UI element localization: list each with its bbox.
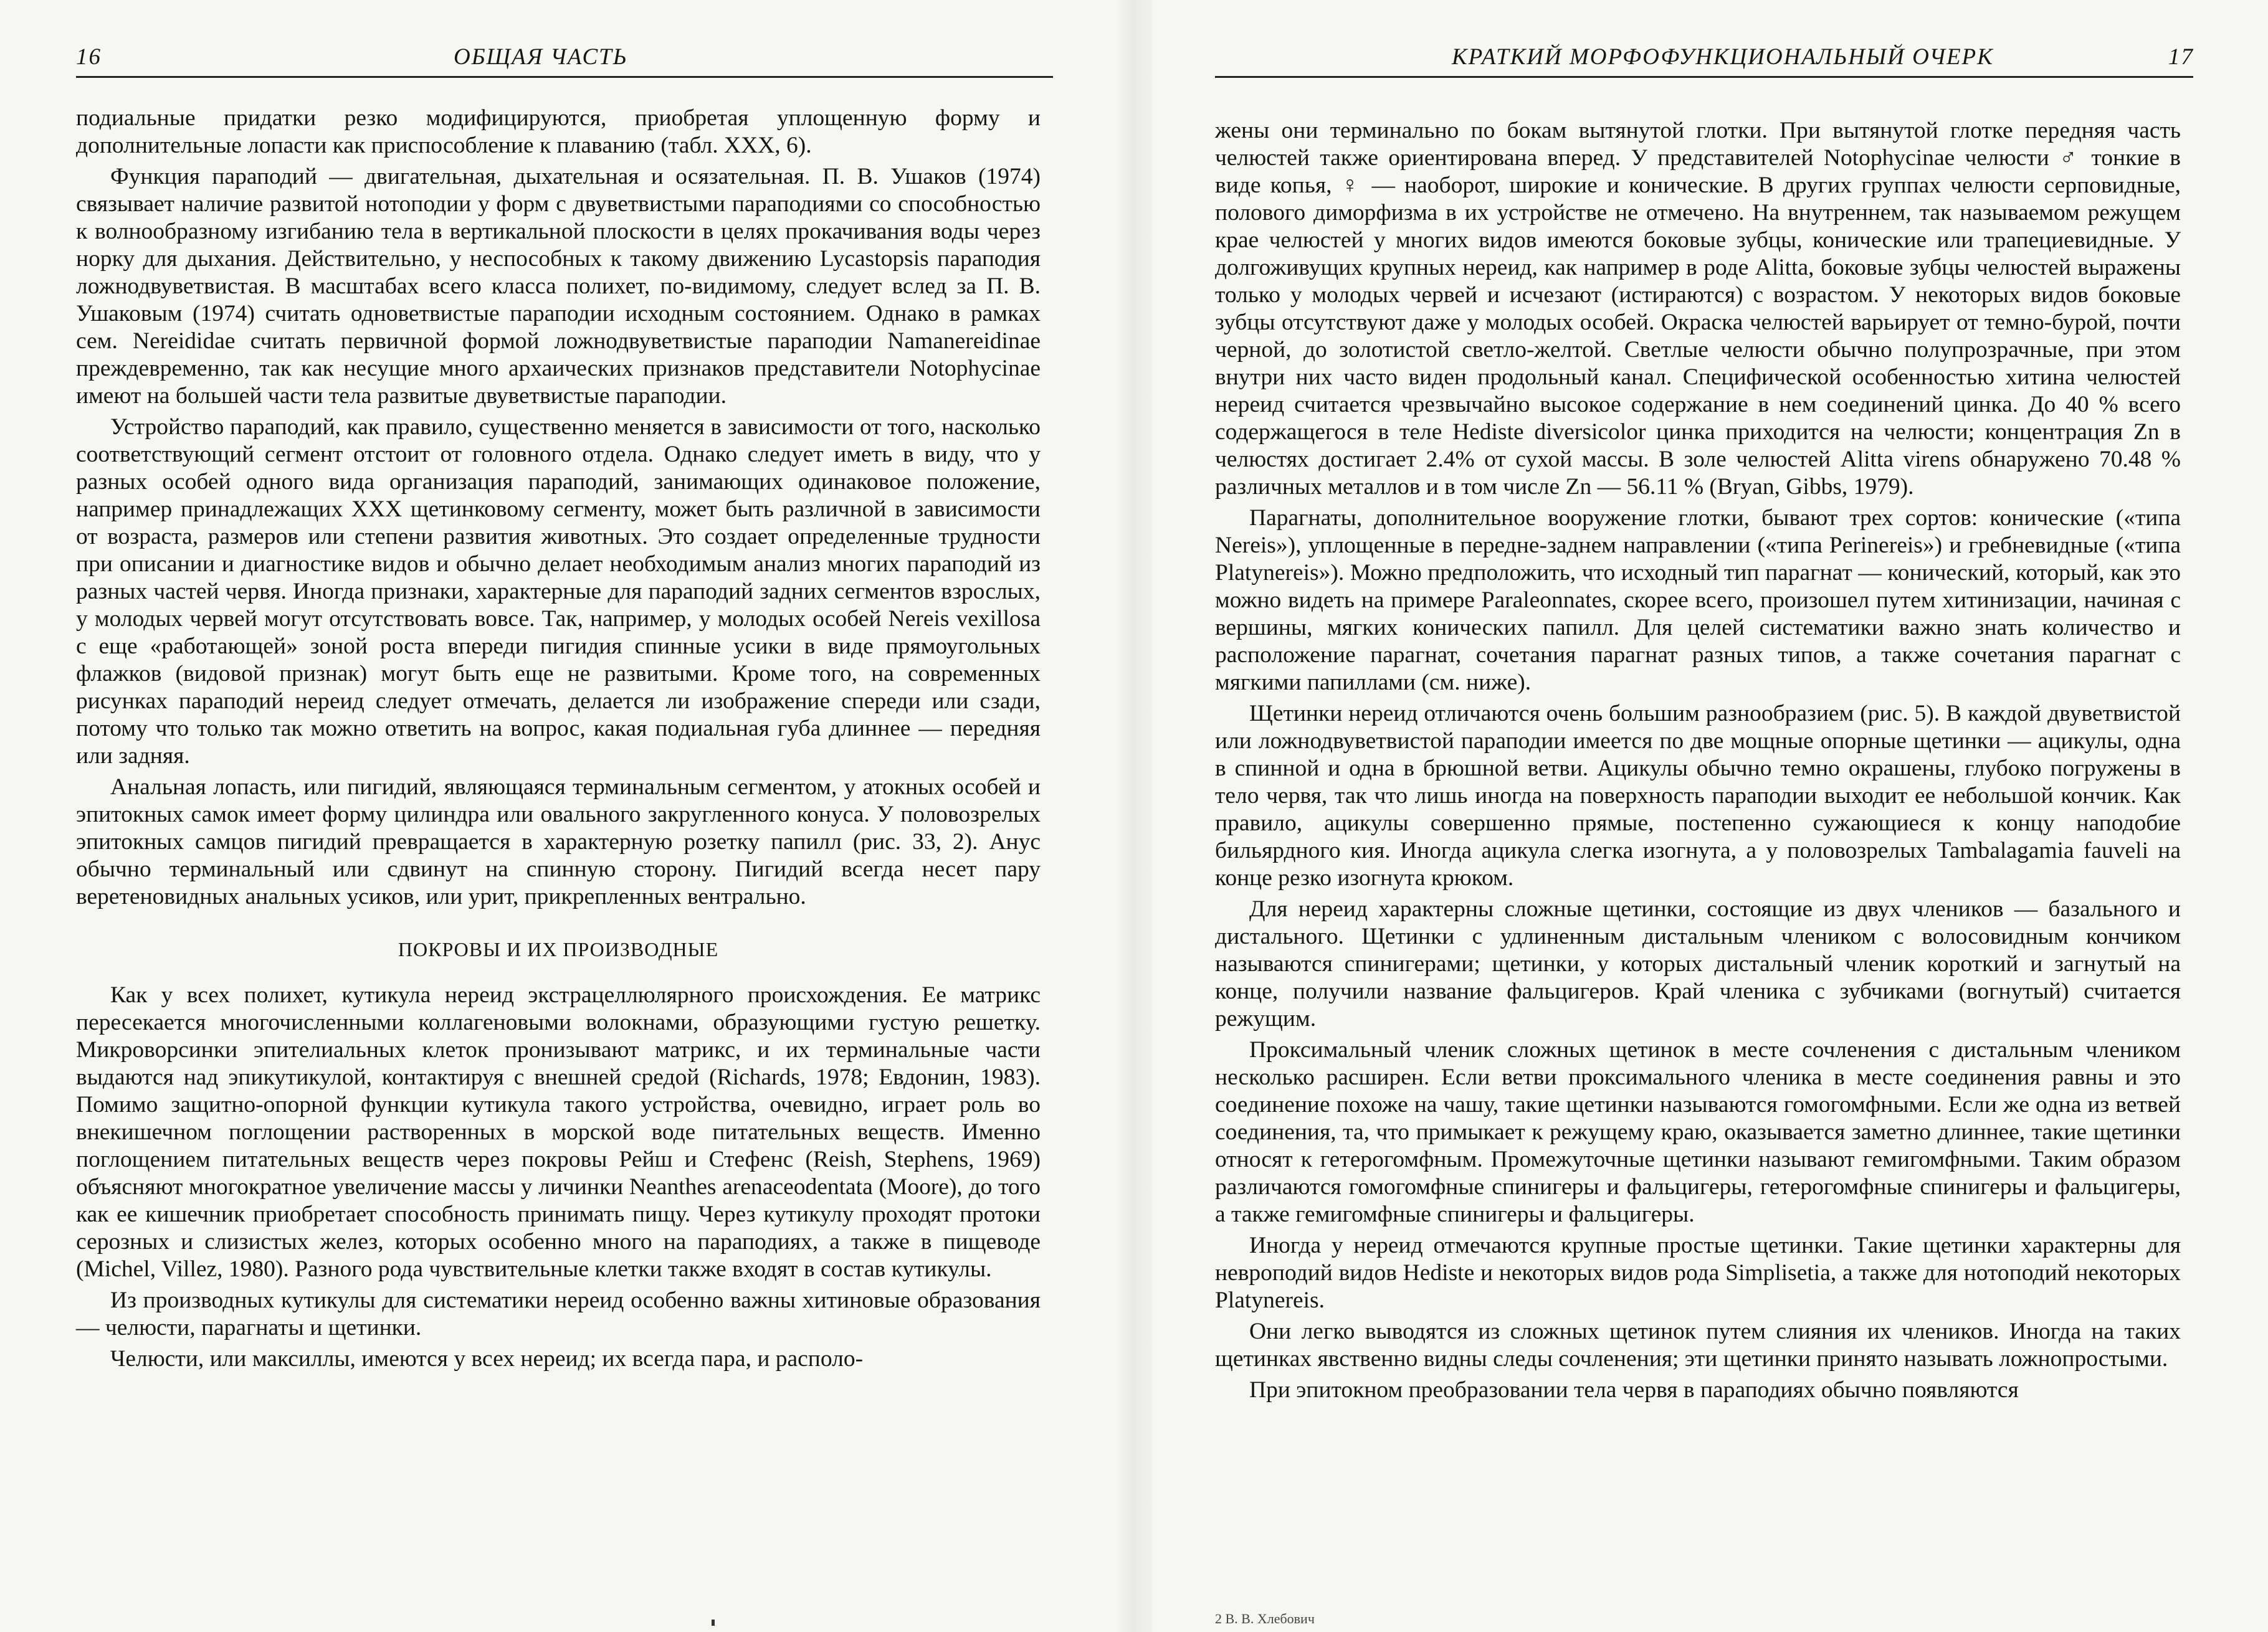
paragraph: Как у всех полихет, кутикула нереид экстрацеллюлярного происхождения. Ее матрикс пересекается многочисленными коллагеновыми волокнами, образующими густую решетку. Микроворсинки эпителиальных клеток пронизывают матрикс, и их терминальные части выдаются над эпикутикулой, контактируя с внешней средой (Richards, 1978; Евдонин, 1983). Помимо защитно-опорной функции кутикула такого устройства, очевидно, играет роль во внекишечном поглощении растворенных в морской воде питательных веществ. Именно поглощением питательных веществ через покровы Рейш и Стефенс (Reish, Stephens, 1969) объясняют многократное увеличение массы у личинки Neanthes arenaceodentata (Moore), до того как ее кишечник приобретает способность принимать пищу. Через кутикулу проходят протоки серозных и слизистых желез, которых особенно много на параподиях, а также в пищеводе (Michel, Villez, 1980). Разного рода чувствительные клетки также входят в состав кутикулы. — [76, 982, 1041, 1282]
text-column — [76, 105, 1041, 1377]
paragraph: подиальные придатки резко модифицируются, приобретая уплощенную форму и дополнительные лопасти как приспособление к плаванию (табл. XXX, 6). — [76, 105, 1041, 158]
paragraph: Они легко выводятся из сложных щетинок путем слияния их члеников. Иногда на таких щетинках явственно видны следы сочленения; эти щетинки принято называть ложнопростыми. — [1215, 1319, 2181, 1372]
running-header: КРАТКИЙ МОРФОФУНКЦИОНАЛЬНЫЙ ОЧЕРК — [1452, 44, 1994, 70]
page-number: 16 — [76, 44, 102, 70]
left-page — [0, 0, 1122, 1632]
paragraph: Иногда у нереид отмечаются крупные простые щетинки. Такие щетинки характерны для невроподий видов Hediste и некоторых видов рода Simplisetia, а также для нотоподий некоторых Platynereis. — [1215, 1233, 2181, 1313]
paragraph: Челюсти, или максиллы, имеются у всех нереид; их всегда пара, и располо- — [110, 1346, 864, 1372]
paragraph: Функция параподий — двигательная, дыхательная и осязательная. П. В. Ушаков (1974) связывает наличие развитой нотоподии у форм с двуветвистыми параподиями со способностью к волнообразному изгибанию тела в вертикальной плоскости в целях прокачивания воды через норку для дыхания. Действительно, у неспособных к такому движению Lycastopsis параподия ложнодвуветвистая. В масштабах всего класса полихет, по-видимому, следует вслед за П. В. Ушаковым (1974) считать одноветвистые параподии исходным состоянием. Однако в рамках сем. Nereididae считать первичной формой ложнодвуветвистые параподии Namanereidinae преждевременно, так как несущие много архаических признаков представители Notophycinae имеют на большей части тела развитые двуветвистые параподии. — [76, 164, 1041, 409]
header-rule — [76, 76, 1053, 78]
signature-footer: 2 В. В. Хлебович — [1215, 1611, 1315, 1626]
section-heading: ПОКРОВЫ И ИХ ПРОИЗВОДНЫЕ — [398, 938, 719, 961]
header-rule — [1215, 76, 2193, 78]
paragraph: При эпитокном преобразовании тела червя в параподиях обычно появляются — [1249, 1377, 2019, 1403]
paragraph: Парагнаты, дополнительное вооружение глотки, бывают трех сортов: конические («типа Nereis»), уплощенные в передне-заднем направлении («типа Perinereis») и гребневидные («типа Platynereis»). Можно предположить, что исходный тип парагнат — конический, который, как это можно видеть на примере Paraleonnates, скорее всего, произошел путем хитинизации, начиная с вершины, мягких конических папилл. Для целей систематики важно знать количество и расположение парагнат, сочетания парагнат разных типов, а также сочетания парагнат с мягкими папиллами (см. ниже). — [1215, 505, 2181, 695]
paragraph: Щетинки нереид отличаются очень большим разнообразием (рис. 5). В каждой двуветвистой или ложнодвуветвистой параподии имеется по две мощные опорные щетинки — ацикулы, одна в спинной и одна в брюшной ветви. Ацикулы обычно темно окрашены, глубоко погружены в тело червя, так что лишь иногда на поверхность параподии выходит ее небольшой кончик. Как правило, ацикулы совершенно прямые, постепенно сужающиеся к концу наподобие бильярдного кия. Иногда ацикула слегка изогнута, а у половозрелых Tambalagamia fauveli на конце резко изогнута крюком. — [1215, 701, 2181, 891]
running-header: ОБЩАЯ ЧАСТЬ — [454, 44, 628, 70]
paragraph: Анальная лопасть, или пигидий, являющаяся терминальным сегментом, у атокных особей и эпитокных самок имеет форму цилиндра или овального закругленного конуса. У половозрелых эпитокных самцов пигидий превращается в характерную розетку папилл (рис. 33, 2). Анус обычно терминальный или сдвинут на спинную сторону. Пигидий всегда несет пару веретеновидных анальных усиков, или урит, прикрепленных вентрально. — [76, 774, 1041, 909]
page-number: 17 — [2168, 44, 2194, 70]
paragraph: Из производных кутикулы для систематики нереид особенно важны хитиновые образования — челюсти, парагнаты и щетинки. — [76, 1288, 1041, 1340]
print-mark — [712, 1620, 715, 1626]
paragraph: Проксимальный членик сложных щетинок в месте сочленения с дистальным члеником несколько расширен. Если ветви проксимального членика в месте соединения равны и это соединение похоже на чашу, такие щетинки называются гомогомфными. Если же одна из ветвей соединения, та, что примыкает к режущему краю, оказывается заметно длиннее, такие щетинки относят к гетерогомфным. Промежуточные щетинки называют гемигомфными. Таким образом различаются гомогомфные спинигеры и фальцигеры, гетерогомфные спинигеры и фальцигеры, а также гемигомфные спинигеры и фальцигеры. — [1215, 1037, 2181, 1227]
paragraph: Для нереид характерны сложные щетинки, состоящие из двух члеников — базального и дистального. Щетинки с удлиненным дистальным члеником с волосовидным кончиком называются спинигерами; щетинки, у которых дистальный членик короткий и загнутый на конце, получили название фальцигеров. Край членика с зубчиками (вогнутый) считается режущим. — [1215, 896, 2181, 1032]
right-page — [1146, 0, 2268, 1632]
paragraph: Устройство параподий, как правило, существенно меняется в зависимости от того, насколько соответствующий сегмент отстоит от головного отдела. Однако следует иметь в виду, что у разных особей одного вида организация параподий, занимающих одинаковое положение, например принадлежащих XXX щетинковому сегменту, может быть различной в зависимости от возраста, размеров или степени развития животных. Это создает определенные трудности при описании и диагностике видов и обычно делает необходимым анализ многих параподий из разных частей червя. Иногда признаки, характерные для параподий задних сегментов взрослых, у молодых червей могут отсутствовать вовсе. Так, например, у молодых особей Nereis vexillosa с еще «работающей» зоной роста впереди пигидия спинные усики в виде прямоугольных флажков (видовой признак) могут быть еще не развитыми. Кроме того, на современных рисунках параподий нереид следует отмечать, делается ли изображение спереди или сзади, потому что только так можно ответить на вопрос, какая подиальная губа длиннее — передняя или задняя. — [76, 414, 1041, 769]
paragraph: жены они терминально по бокам вытянутой глотки. При вытянутой глотке передняя часть челюстей также ориентирована вперед. У представителей Notophycinae челюсти ♂ тонкие в виде копья, ♀ — наоборот, широкие и конические. В других группах челюсти серповидные, полового диморфизма в их устройстве не отмечено. На внутреннем, так называемом режущем крае челюстей у многих видов имеются боковые зубцы, конические или трапециевидные. У долгоживущих крупных нереид, как например в роде Alitta, боковые зубцы челюстей выражены только у молодых червей и исчезают (истираются) с возрастом. У некоторых видов боковые зубцы отсутствуют даже у молодых особей. Окраска челюстей варьирует от темно-бурой, почти черной, до золотистой светло-желтой. Светлые челюсти обычно полупрозрачные, при этом внутри них часто виден продольный канал. Специфической особенностью хитина челюстей нереид считается чрезвычайно высокое содержание в нем соединений цинка. До 40 % всего содержащегося в теле Hediste diversicolor цинка приходится на челюсти; концентрация Zn в челюстях достигает 2.4% от сухой массы. В золе челюстей Alitta virens обнаружено 70.48 % различных металлов и в том числе Zn — 56.11 % (Bryan, Gibbs, 1979). — [1215, 118, 2181, 500]
text-column — [1215, 117, 2181, 1408]
